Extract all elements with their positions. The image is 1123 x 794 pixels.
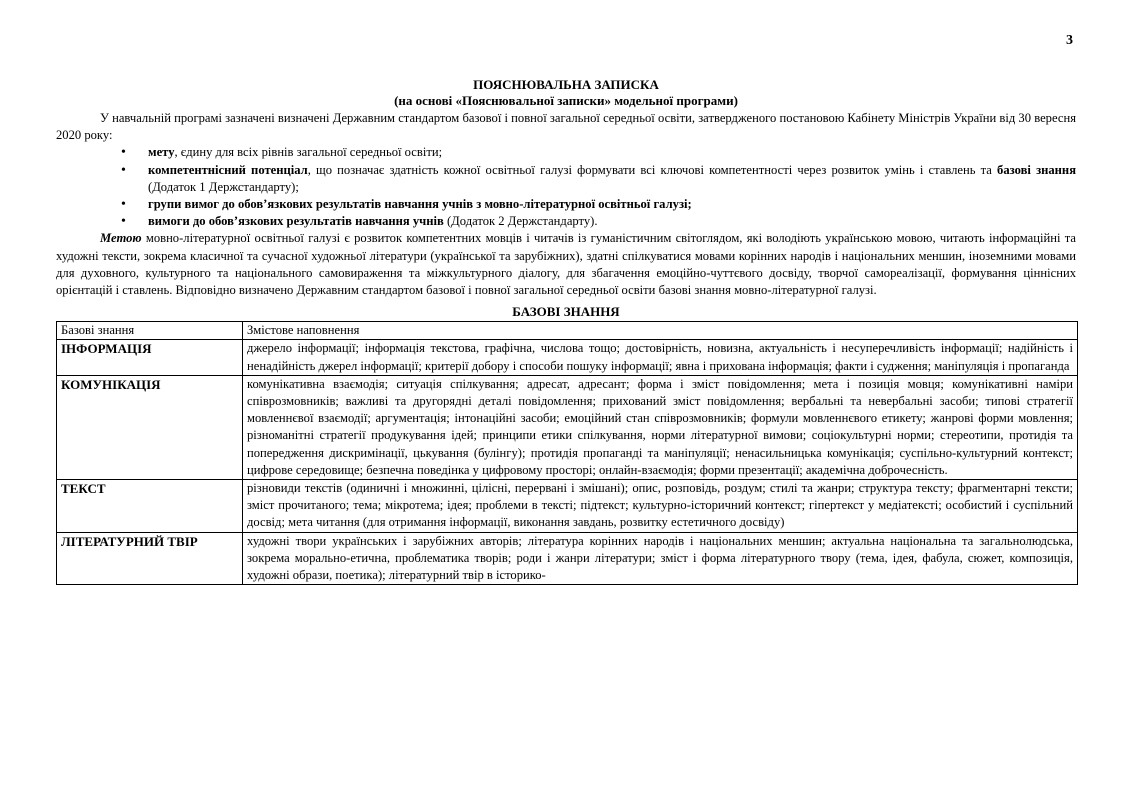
table-row	[57, 340, 1078, 375]
table-heading: БАЗОВІ ЗНАННЯ	[512, 304, 620, 320]
list-item	[121, 162, 1077, 196]
bullet-bold-text: вимоги до обов’язкових результатів навчання учнів	[148, 214, 444, 229]
row-content: художні твори українських і зарубіжних авторів; література корінних народів і національних меншин; актуальна національна та загальнолюдська, зокрема морально-етична, проблематика творів; роди і жанри літератури; зміст і форма літературного твору (тема, ідея, фабула, сюжет, композиція, художні образи, поетика); літературний твір в історико-	[243, 532, 1078, 585]
row-content: джерело інформації; інформація текстова, графічна, числова тощо; достовірність, новизна, актуальність і несуперечливість інформації; надійність і ненадійність джерел інформації; критерії добору і способи пошуку інформації; явна і прихована інформація; факти і судження; маніпуляція і пропаганда	[243, 340, 1078, 375]
bullet-text: (Додаток 2 Держстандарту).	[443, 214, 598, 229]
bullet-icon: •	[121, 214, 126, 230]
bullet-icon: •	[121, 162, 126, 178]
row-content: комунікативна взаємодія; ситуація спілкування; адресат, адресант; форма і зміст повідомлення; мета і позиція мовця; комунікативні наміри співрозмовників; важливі та другорядні деталі повідомлення; прихований зміст повідомлення; вербальні та невербальні засоби; типові стратегії мовленнєвої взаємодії; аргументація; інтонаційні засоби; емоційний стан співрозмовників; формули мовленнєвого етикету; жанрові форми мовлення; різноманітні стратегії продукування ідей; принципи етики спілкування, норми літературної вимови; соціокультурні норми; стереотипи, протидія та попередження дискримінації, цькування (булінгу); протидія пропаганді та маніпуляції; ненасильницька комунікація; суспільно-культурний контекст; цифрове середовище; безпечна поведінка у цифровому просторі; онлайн-взаємодія; форми презентації; академічна доброчесність.	[243, 375, 1078, 479]
row-heading: ЛІТЕРАТУРНИЙ ТВІР	[57, 532, 243, 585]
row-heading: ІНФОРМАЦІЯ	[57, 340, 243, 375]
column-header-content: Змістове наповнення	[243, 322, 1078, 340]
bullet-text: , єдину для всіх рівнів загальної середньої освіти;	[174, 145, 443, 160]
intro-paragraph: У навчальній програмі зазначені визначені Державним стандартом базової і повної загальної середньої освіти, затвердженого постановою Кабінету Міністрів України від 30 вересня 2020 року:	[56, 111, 1076, 143]
document-title: ПОЯСНЮВАЛЬНА ЗАПИСКА	[473, 77, 659, 92]
goal-paragraph	[56, 230, 1076, 299]
bullet-bold-text: групи вимог до обов’язкових результатів навчання учнів з мовно-літературної освітньої галузі;	[148, 197, 692, 212]
goal-lead: Метою	[100, 231, 142, 246]
row-content: різновиди текстів (одиничні і множинні, цілісні, перервані і змішані); опис, розповідь, роздум; стилі та жанри; структура тексту; фрагментарні тексти; зміст прочитаного; тема; мікротема; ідея; проблеми в тексті; підтекст; культурно-історичний контекст; гіпертекст у медіатексті; особистий і суспільний досвід; мета читання (для отримання інформації, виконання завдань, розвитку естетичного досвіду)	[243, 480, 1078, 533]
page-number: 3	[1066, 33, 1073, 48]
goal-text: мовно-літературної освітньої галузі є розвиток компетентних мовців і читачів із гуманістичним світоглядом, які володіють українською мовою, читають інформаційні та художні тексти, зокрема класичної та сучасної художньої літератури (української та зарубіжних), здатні спілкуватися мовами корінних народів і національних меншин, іноземними мовами для духовного, культурного та національного самовираження та міжкультурного діалогу, для збагачення емоційно-чуттєвого досвіду, творчої самореалізації, формування ціннісних орієнтацій і ставлень. Відповідно визначено Державним стандартом базової і повної загальної середньої освіти базові знання мовно-літературної галузі.	[56, 231, 1076, 298]
list-item	[121, 144, 1076, 161]
list-item	[121, 213, 1076, 230]
table-row	[57, 480, 1078, 533]
bullet-bold-text: мету	[148, 145, 175, 160]
bullet-bold-text: компетентнісний потенціал	[148, 162, 308, 177]
bullet-list	[56, 144, 1076, 230]
bullet-text: (Додаток 1 Держстандарту);	[148, 179, 299, 194]
document-subtitle: (на основі «Пояснювальної записки» модельної програми)	[394, 93, 738, 108]
bullet-icon: •	[121, 145, 126, 161]
table-row	[57, 532, 1078, 585]
list-item	[121, 196, 1076, 213]
knowledge-table	[56, 321, 1078, 585]
row-heading: ТЕКСТ	[57, 480, 243, 533]
row-heading: КОМУНІКАЦІЯ	[57, 375, 243, 479]
bullet-icon: •	[121, 197, 126, 213]
table-row	[57, 375, 1078, 479]
column-header-knowledge: Базові знання	[57, 322, 243, 340]
bullet-bold-text: базові знання	[997, 162, 1077, 177]
bullet-text: , що позначає здатність кожної освітньої галузі формувати всі ключові компетентності через розвиток умінь і ставлень та	[307, 162, 998, 177]
document-body	[56, 77, 1076, 585]
table-header-row	[57, 322, 1078, 340]
